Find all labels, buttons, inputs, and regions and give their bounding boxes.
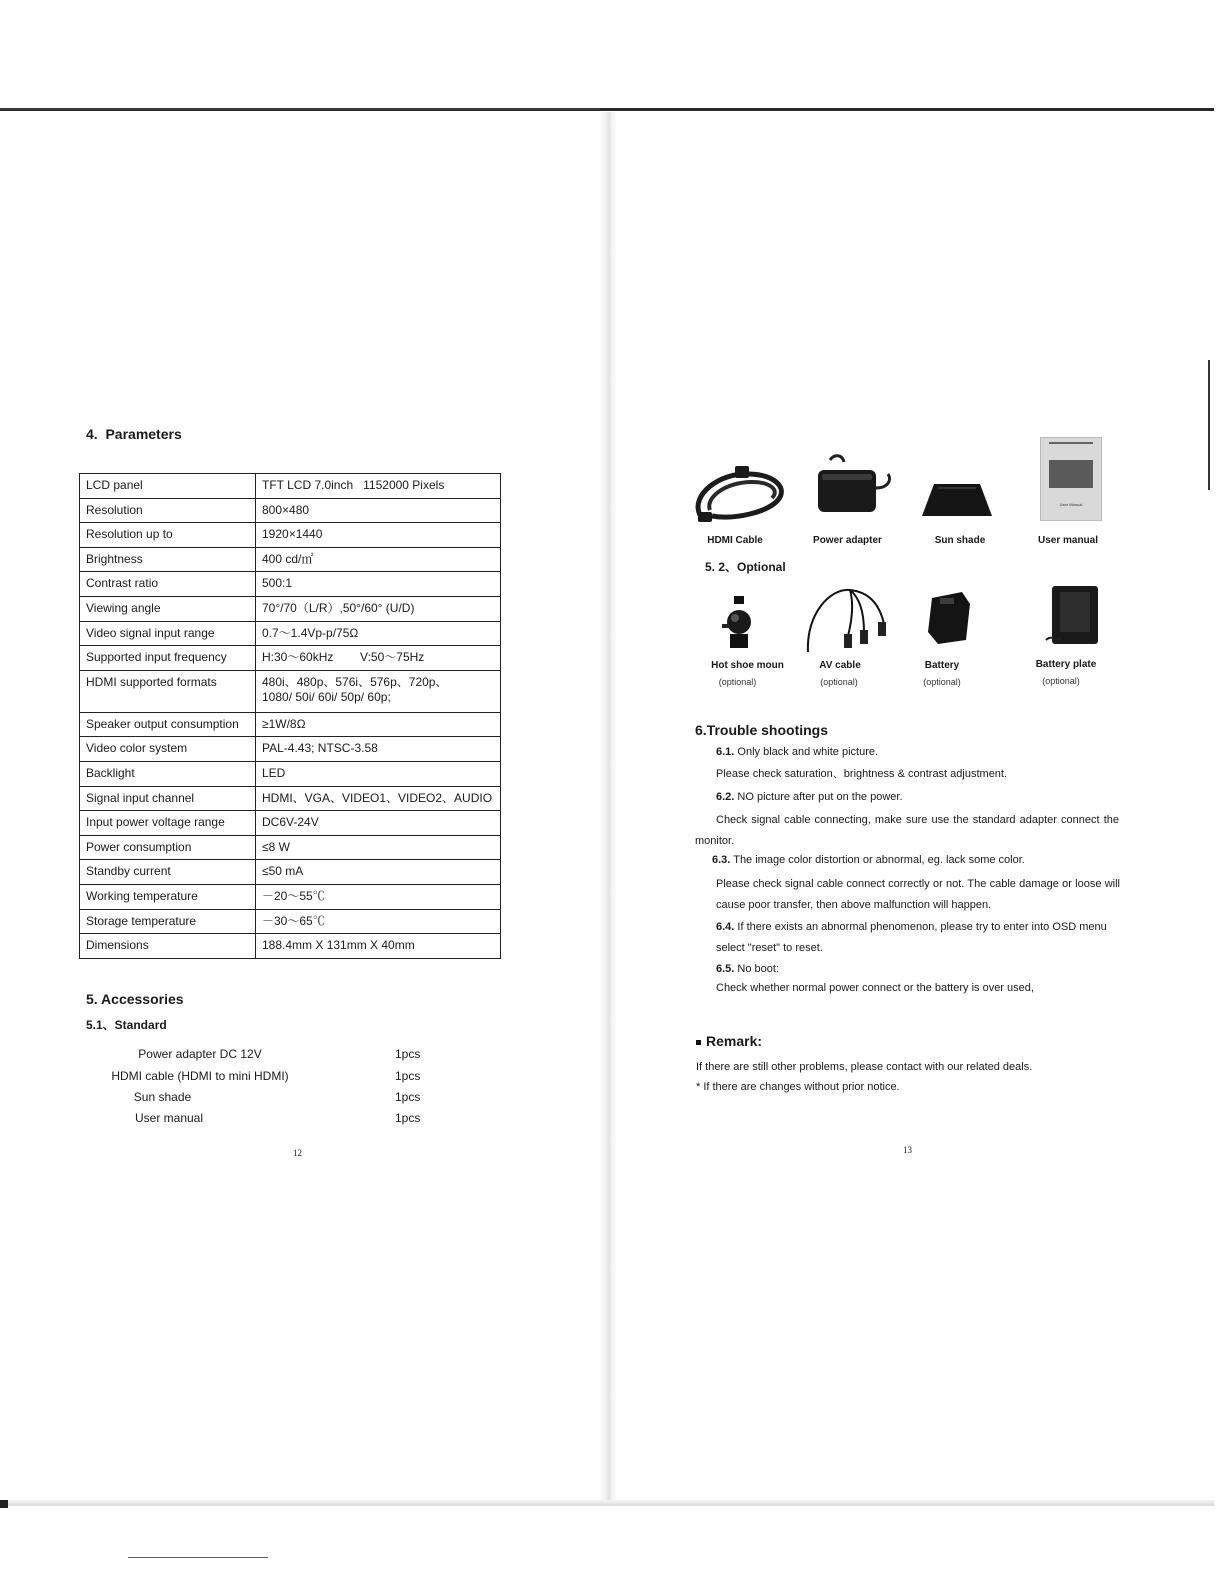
caption-optional-note: (optional) xyxy=(820,677,858,687)
section-5-2-title: 5. 2、Optional xyxy=(705,560,786,574)
section-5-1-title: 5.1、Standard xyxy=(86,1018,167,1032)
remark-title-text: Remark: xyxy=(706,1033,763,1049)
parameter-value-text: 1920×1440 xyxy=(262,527,323,542)
parameter-row xyxy=(80,572,501,597)
parameters-table xyxy=(79,473,501,959)
bullet-square-icon xyxy=(696,1040,701,1045)
parameter-row xyxy=(80,474,501,499)
parameter-value-text: －30～65℃ xyxy=(262,913,325,928)
caption-battery: Battery xyxy=(924,660,960,671)
parameter-label: Input power voltage range xyxy=(80,811,256,836)
user-manual-image xyxy=(1040,437,1102,521)
parameter-row xyxy=(80,621,501,646)
parameter-value xyxy=(256,860,501,885)
parameter-label: Supported input frequency xyxy=(80,646,256,671)
battery-image xyxy=(926,588,972,646)
parameter-value-text: 0.7～1.4Vp-p/75Ω xyxy=(262,625,359,640)
parameter-value-text: HDMI、VGA、VIDEO1、VIDEO2、AUDIO xyxy=(262,790,493,805)
power-adapter-image xyxy=(812,452,894,516)
parameter-value xyxy=(256,761,501,786)
parameter-value xyxy=(256,646,501,671)
parameter-value-text: PAL-4.43; NTSC-3.58 xyxy=(262,741,378,756)
hdmi-cable-image xyxy=(690,460,790,528)
accessory-name: Sun shade xyxy=(133,1090,192,1104)
section-4-title: 4. Parameters xyxy=(86,426,182,442)
parameter-row xyxy=(80,737,501,762)
trouble-number: 6.1. xyxy=(716,746,735,758)
parameter-value-text: TFT LCD 7.0inch 1152000 Pixels xyxy=(262,478,445,492)
parameter-row xyxy=(80,860,501,885)
parameter-row xyxy=(80,547,501,572)
caption-user-manual: User manual xyxy=(1037,535,1099,546)
hot-shoe-mount-image xyxy=(718,594,760,652)
scan-bottom-line xyxy=(128,1557,268,1558)
parameter-label: Power consumption xyxy=(80,835,256,860)
battery-plate-image xyxy=(1044,584,1104,648)
section-6-title: 6.Trouble shootings xyxy=(695,722,829,738)
parameter-label: LCD panel xyxy=(80,474,256,499)
parameter-value xyxy=(256,596,501,621)
parameter-value xyxy=(256,670,501,712)
parameter-label: Contrast ratio xyxy=(80,572,256,597)
trouble-desc: Please check signal cable connect correctly or not. The cable damage or loose will cause poor transfer, then above malfunction will happen. xyxy=(716,878,1120,911)
parameter-value xyxy=(256,811,501,836)
parameter-value xyxy=(256,737,501,762)
parameter-value-text: H:30～60kHz V:50～75Hz xyxy=(262,650,425,665)
parameter-value-text: －20～55℃ xyxy=(262,888,325,903)
trouble-6-3 xyxy=(712,853,1025,867)
parameter-row xyxy=(80,523,501,548)
parameter-value-text: DC6V-24V xyxy=(262,815,319,830)
scan-top-edge-left xyxy=(0,108,600,110)
caption-hot-shoe-mount: Hot shoe moun xyxy=(711,660,784,671)
parameter-label: Viewing angle xyxy=(80,596,256,621)
av-cable-image xyxy=(800,584,892,656)
parameter-value xyxy=(256,835,501,860)
trouble-desc: Check signal cable connecting, make sure use the standard adapter connect the monitor. xyxy=(695,814,1119,847)
parameter-value xyxy=(256,572,501,597)
trouble-title: NO picture after put on the power. xyxy=(737,791,903,803)
scan-bottom-edge xyxy=(0,1500,1214,1506)
parameter-row xyxy=(80,712,501,737)
scan-corner-mark xyxy=(0,1500,8,1508)
caption-power-adapter: Power adapter xyxy=(813,535,882,546)
parameter-label: Standby current xyxy=(80,860,256,885)
caption-optional-note: (optional) xyxy=(923,677,961,687)
parameter-value-text: ≤8 W xyxy=(262,839,290,854)
scan-right-edge xyxy=(1208,360,1210,490)
accessory-qty: 1pcs xyxy=(395,1090,421,1104)
parameter-label: Signal input channel xyxy=(80,786,256,811)
section-5-title: 5. Accessories xyxy=(86,991,184,1007)
parameter-value-text: 500:1 xyxy=(262,576,293,591)
parameter-value xyxy=(256,621,501,646)
parameter-value xyxy=(256,884,501,909)
caption-optional-note: (optional) xyxy=(718,677,757,687)
accessory-name: Power adapter DC 12V xyxy=(138,1047,262,1061)
trouble-number: 6.5. xyxy=(716,963,735,975)
parameter-row xyxy=(80,835,501,860)
trouble-title: No boot: xyxy=(737,963,780,975)
trouble-6-5 xyxy=(716,962,779,976)
parameter-value-text: LED xyxy=(262,765,286,780)
parameter-value xyxy=(256,547,501,572)
parameter-label: Video color system xyxy=(80,737,256,762)
parameter-row xyxy=(80,646,501,671)
trouble-title: The image color distortion or abnormal, eg. lack some color. xyxy=(733,854,1025,866)
parameter-label: Resolution up to xyxy=(80,523,256,548)
parameter-value xyxy=(256,934,501,959)
parameter-value-text: ≤50 mA xyxy=(262,864,304,879)
remark-line: If there are still other problems, please contact with our related deals. xyxy=(696,1061,1033,1073)
manual-thumb-text: User Manual xyxy=(1059,502,1083,507)
accessory-qty: 1pcs xyxy=(395,1047,421,1061)
accessory-qty: 1pcs xyxy=(395,1069,421,1083)
parameter-label: Backlight xyxy=(80,761,256,786)
book-spine-shadow xyxy=(598,112,618,1502)
parameter-row xyxy=(80,596,501,621)
parameter-row xyxy=(80,934,501,959)
trouble-desc: Check whether normal power connect or the battery is over used, xyxy=(716,982,1034,994)
caption-optional-note: (optional) xyxy=(1042,676,1080,686)
trouble-title: Only black and white picture. xyxy=(737,746,879,758)
parameter-value-text: 480i、480p、576i、576p、720p、 xyxy=(262,674,448,689)
parameter-label: Storage temperature xyxy=(80,909,256,934)
remark-title xyxy=(696,1033,762,1049)
parameter-value-text: 800×480 xyxy=(262,502,310,517)
parameter-row xyxy=(80,670,501,712)
parameter-label: Resolution xyxy=(80,498,256,523)
parameter-value xyxy=(256,498,501,523)
caption-hdmi-cable: HDMI Cable xyxy=(707,535,763,546)
caption-battery-plate: Battery plate xyxy=(1035,659,1097,670)
parameter-value-text: 400 cd/㎡ xyxy=(262,551,314,566)
accessory-name: HDMI cable (HDMI to mini HDMI) xyxy=(111,1069,289,1083)
parameter-value xyxy=(256,712,501,737)
parameter-label: HDMI supported formats xyxy=(80,670,256,712)
caption-av-cable: AV cable xyxy=(819,660,861,671)
trouble-6-1 xyxy=(716,745,878,759)
sun-shade-image xyxy=(920,480,994,520)
parameter-label: Speaker output consumption xyxy=(80,712,256,737)
parameter-value xyxy=(256,786,501,811)
page-number-left: 12 xyxy=(293,1148,302,1158)
trouble-6-4 xyxy=(716,917,1120,959)
trouble-number: 6.3. xyxy=(712,854,731,866)
parameter-row xyxy=(80,761,501,786)
trouble-desc: Please check saturation、brightness & contrast adjustment. xyxy=(716,768,1008,780)
accessory-qty: 1pcs xyxy=(395,1111,421,1125)
parameter-label: Dimensions xyxy=(80,934,256,959)
parameter-value-text: 188.4mm X 131mm X 40mm xyxy=(262,938,415,953)
parameter-row xyxy=(80,909,501,934)
page-number-right: 13 xyxy=(903,1145,912,1155)
parameter-value-text-line2: 1080/ 50i/ 60i/ 50p/ 60p; xyxy=(262,689,391,704)
trouble-6-2 xyxy=(716,790,903,804)
parameter-row xyxy=(80,786,501,811)
parameter-value-text: 70°/70（L/R）,50°/60° (U/D) xyxy=(262,600,415,615)
parameter-row xyxy=(80,884,501,909)
parameter-value xyxy=(256,474,501,499)
parameter-label: Working temperature xyxy=(80,884,256,909)
trouble-title: If there exists an abnormal phenomenon, please try to enter into OSD menu select "reset" to reset. xyxy=(716,921,1107,954)
parameter-row xyxy=(80,498,501,523)
parameter-label: Video signal input range xyxy=(80,621,256,646)
parameter-row xyxy=(80,811,501,836)
remark-line: * If there are changes without prior notice. xyxy=(696,1081,900,1093)
caption-sun-shade: Sun shade xyxy=(934,535,986,546)
parameter-value xyxy=(256,523,501,548)
trouble-number: 6.4. xyxy=(716,921,735,933)
trouble-number: 6.2. xyxy=(716,791,735,803)
accessory-name: User manual xyxy=(134,1111,204,1125)
parameter-label: Brightness xyxy=(80,547,256,572)
parameter-value xyxy=(256,909,501,934)
parameter-value-text: ≥1W/8Ω xyxy=(262,716,306,731)
